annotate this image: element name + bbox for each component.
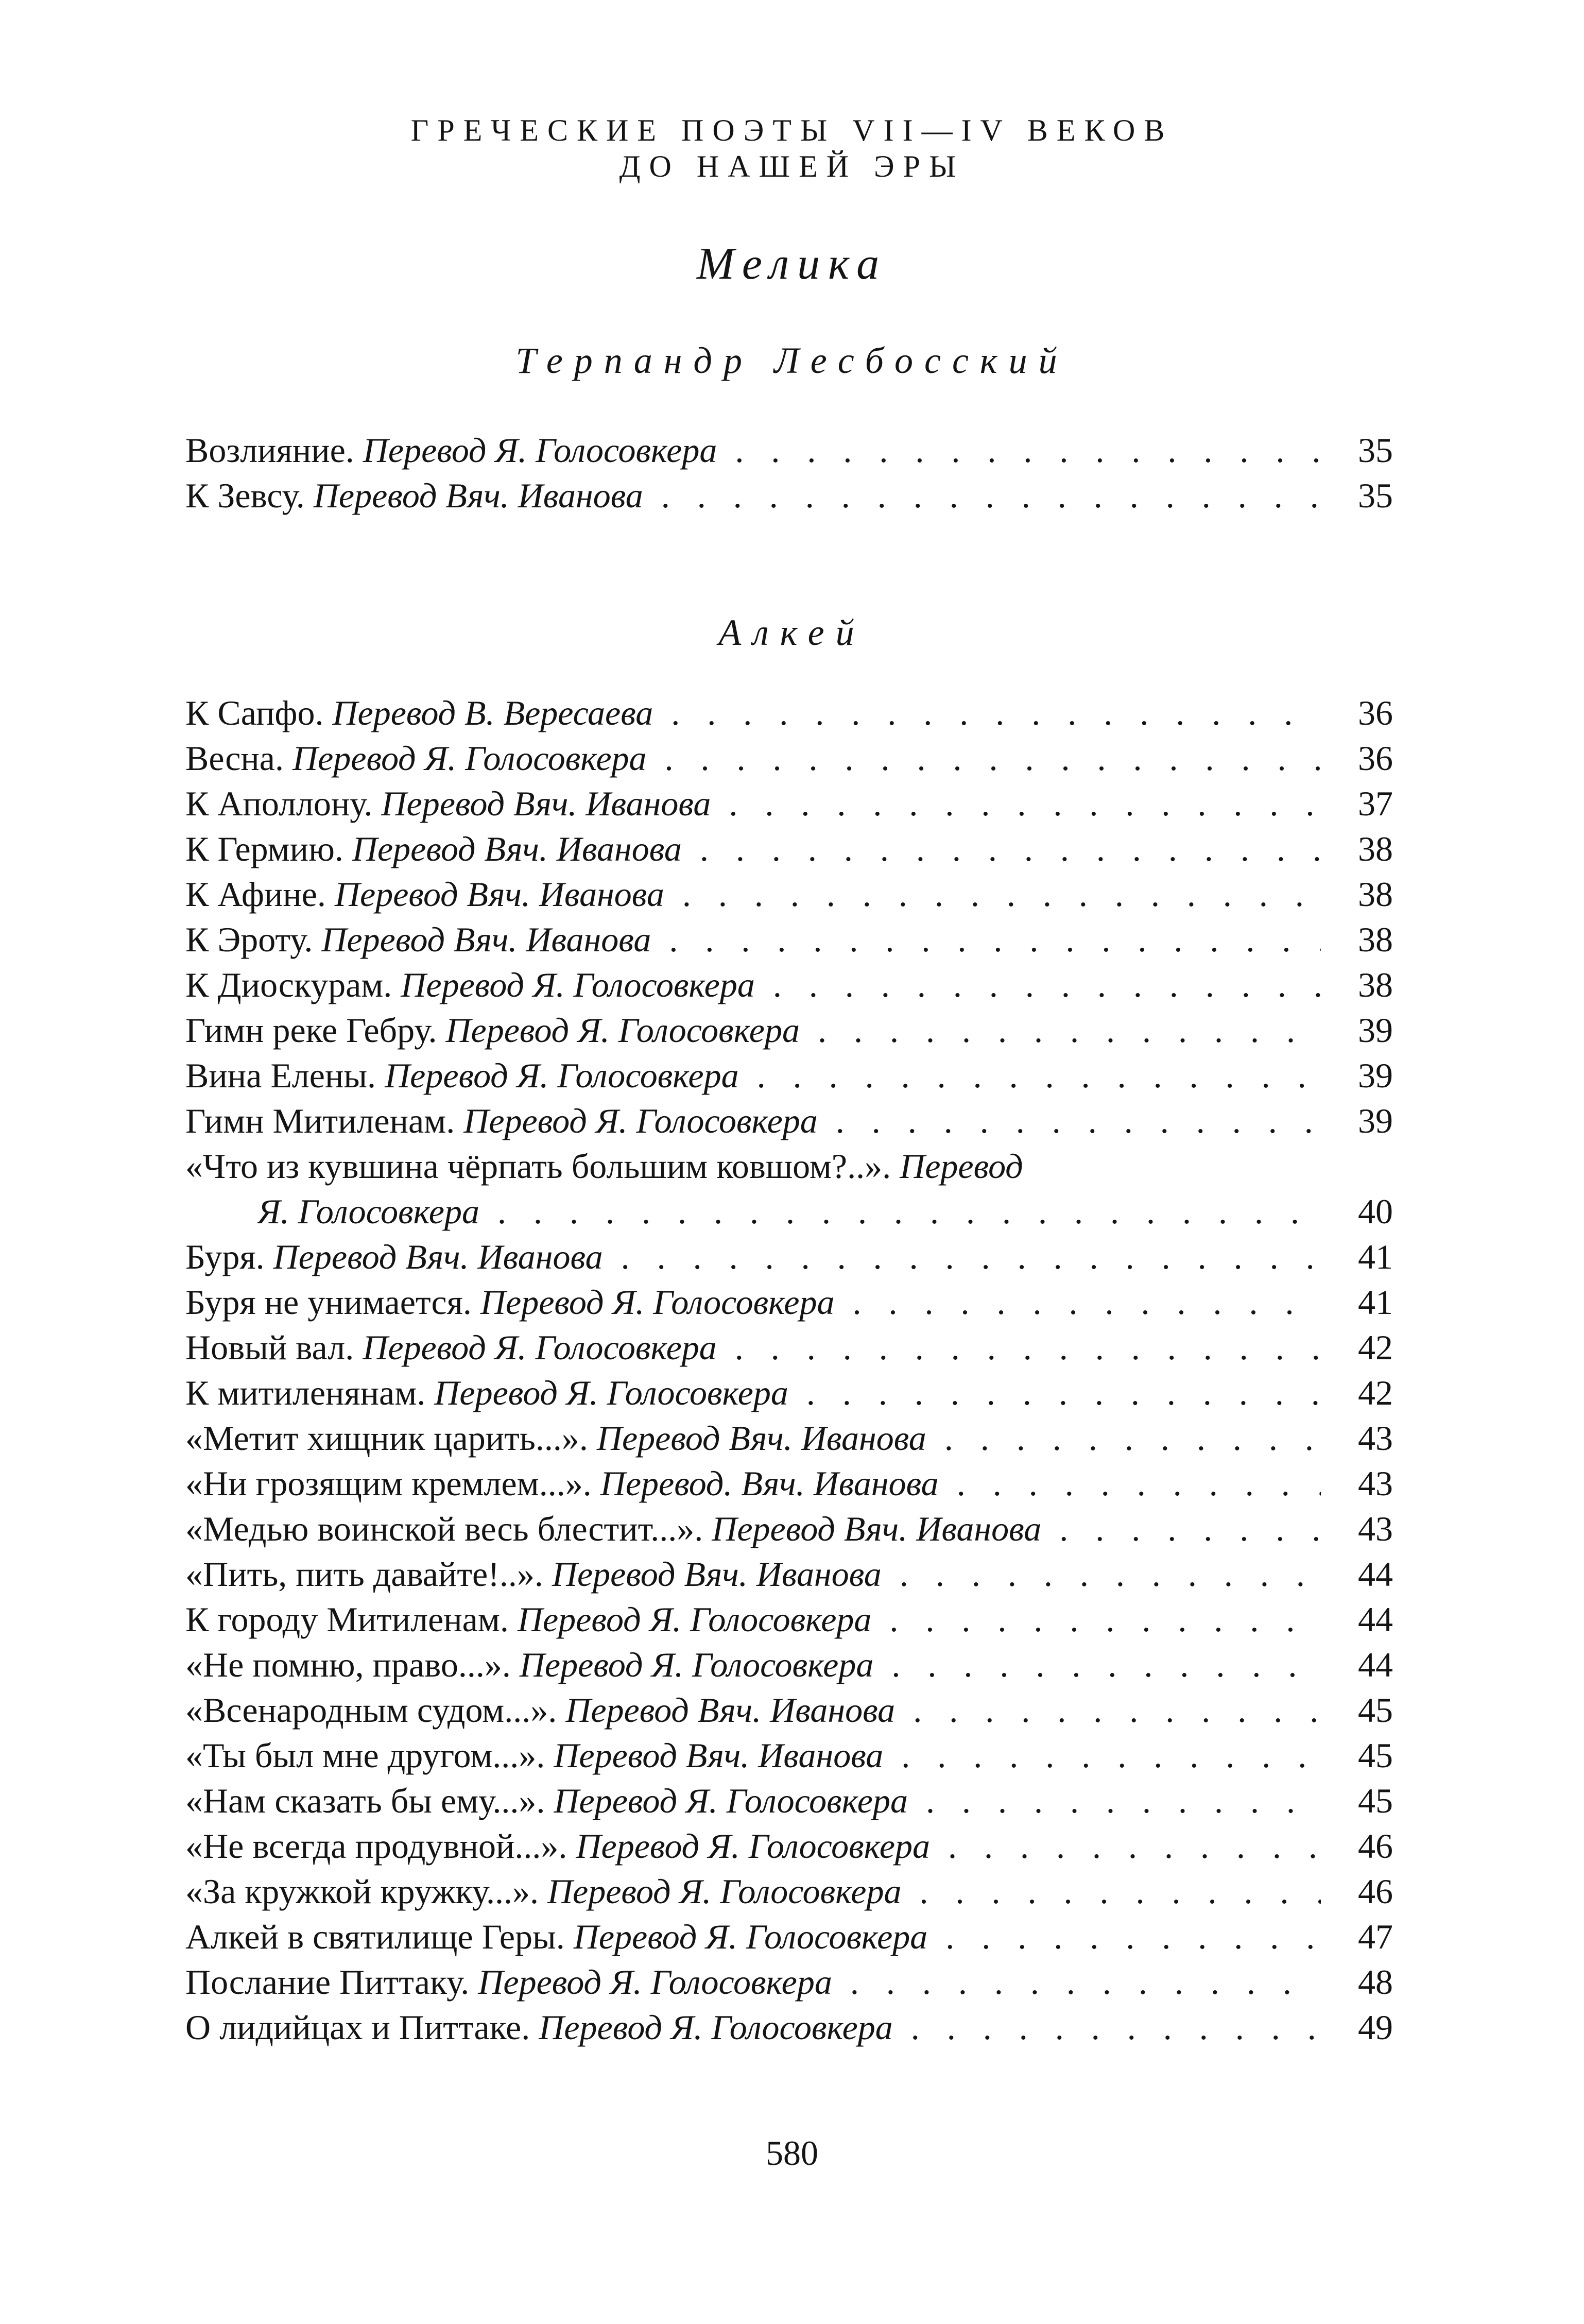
entry-translator: Перевод Я. Голосовкера	[434, 1373, 788, 1412]
entry-translator: Перевод Я. Голосовкера	[576, 1826, 930, 1866]
entry-translator: Перевод Я. Голосовкера	[519, 1645, 874, 1684]
toc-entry	[185, 1053, 1393, 1098]
toc-entry	[185, 1098, 1393, 1143]
entry-translator: Перевод Я. Голосовкера	[573, 1917, 928, 1956]
entry-page-number: 38	[1321, 826, 1393, 872]
author-heading-terpander: Терпандр Лесбосский	[515, 340, 1069, 381]
entry-title: Буря не унимается.	[185, 1283, 472, 1322]
entry-title: «Не помню, право...».	[185, 1645, 511, 1684]
entry-page-number: 45	[1321, 1687, 1393, 1733]
entry-translator: Перевод Я. Голосовкера	[385, 1056, 739, 1095]
entry-title: «Метит хищник царить...».	[185, 1419, 588, 1458]
entry-title: «За кружкой кружку...».	[185, 1872, 539, 1911]
toc-entry	[185, 1461, 1393, 1506]
entry-title: Послание Питтаку.	[185, 1962, 470, 2002]
entry-title: К Диоскурам.	[185, 965, 392, 1004]
entry-translator: Перевод Я. Голосовкера	[547, 1872, 902, 1911]
entry-page-number: 46	[1321, 1869, 1393, 1914]
entry-title: Возлияние.	[185, 431, 354, 470]
entry-page-number: 39	[1321, 1098, 1393, 1143]
entry-page-number: 38	[1321, 872, 1393, 917]
entry-page-number: 46	[1321, 1823, 1393, 1869]
entry-page-number: 43	[1321, 1506, 1393, 1551]
page-header-line-1: ГРЕЧЕСКИЕ ПОЭТЫ VII—IV ВЕКОВ	[410, 113, 1174, 147]
entry-title: «Пить, пить давайте!..».	[185, 1554, 543, 1594]
toc-entry	[185, 781, 1393, 826]
entry-title: К Аполлону.	[185, 784, 373, 823]
section-title: Мелика	[696, 239, 888, 289]
toc-entry	[185, 428, 1393, 473]
entry-title: Новый вал.	[185, 1328, 354, 1367]
entry-page-number: 44	[1321, 1642, 1393, 1687]
toc-list-alkey	[185, 690, 1393, 2050]
entry-translator: Перевод Я. Голосовкера	[292, 739, 647, 778]
entry-translator: Перевод Вяч. Иванова	[565, 1690, 896, 1730]
entry-page-number: 40	[1321, 1189, 1393, 1234]
toc-entry	[185, 1415, 1393, 1461]
toc-entry	[185, 1551, 1393, 1597]
entry-title: К Сапфо.	[185, 693, 324, 732]
entry-title: О лидийцах и Питтаке.	[185, 2008, 530, 2047]
entry-title: К Зевсу.	[185, 476, 305, 515]
entry-translator: Перевод Я. Голосовкера	[539, 2008, 893, 2047]
entry-page-number: 35	[1321, 428, 1393, 473]
toc-entry	[185, 1234, 1393, 1279]
toc-entry	[185, 826, 1393, 872]
entry-title: К Афине.	[185, 875, 326, 914]
entry-page-number: 36	[1321, 690, 1393, 736]
entry-title: К Гермию.	[185, 829, 343, 868]
entry-title: Буря.	[185, 1237, 265, 1276]
toc-entry	[185, 1506, 1393, 1551]
toc-entry	[185, 1370, 1393, 1415]
entry-translator: Перевод. Вяч. Иванова	[600, 1464, 939, 1503]
entry-translator: Перевод Я. Голосовкера	[480, 1283, 835, 1322]
entry-page-number: 43	[1321, 1415, 1393, 1461]
entry-translator: Перевод Вяч. Иванова	[712, 1509, 1042, 1548]
entry-page-number: 39	[1321, 1053, 1393, 1098]
entry-page-number: 45	[1321, 1733, 1393, 1778]
entry-page-number: 44	[1321, 1597, 1393, 1642]
entry-translator: Перевод Я. Голосовкера	[517, 1600, 872, 1639]
toc-entry	[185, 1869, 1393, 1914]
toc-entry	[185, 1007, 1393, 1053]
entry-translator: Перевод Вяч. Иванова	[554, 1736, 884, 1775]
entry-translator: Перевод Вяч. Иванова	[352, 829, 682, 868]
toc-entry-first-line	[185, 1143, 1393, 1189]
entry-translator: Перевод Вяч. Иванова	[313, 476, 643, 515]
entry-title: «Не всегда продувной...».	[185, 1826, 567, 1866]
entry-title: «Ты был мне другом...».	[185, 1736, 545, 1775]
entry-title: Гимн Митиленам.	[185, 1101, 455, 1140]
entry-page-number: 39	[1321, 1007, 1393, 1053]
toc-entry	[185, 1823, 1393, 1869]
entry-title: «Нам сказать бы ему...».	[185, 1781, 545, 1820]
entry-translator: Перевод Я. Голосовкера	[554, 1781, 908, 1820]
toc-list-terpander	[185, 428, 1393, 518]
entry-translator: Перевод В. Вересаева	[332, 693, 653, 732]
entry-title: Алкей в святилище Геры.	[185, 1917, 565, 1956]
entry-page-number: 42	[1321, 1325, 1393, 1370]
entry-page-number: 35	[1321, 473, 1393, 518]
entry-title: «Медью воинской весь блестит...».	[185, 1509, 703, 1548]
entry-title: К городу Митиленам.	[185, 1600, 509, 1639]
entry-translator: Перевод Я. Голосовкера	[445, 1011, 800, 1050]
entry-translator: Перевод Я. Голосовкера	[363, 431, 717, 470]
toc-entry	[185, 962, 1393, 1007]
toc-entry	[185, 473, 1393, 518]
entry-page-number: 48	[1321, 1959, 1393, 2005]
toc-entry	[185, 1914, 1393, 1959]
entry-translator: Перевод Я. Голосовкера	[463, 1101, 818, 1140]
entry-translator: Перевод	[900, 1147, 1023, 1186]
entry-page-number: 41	[1321, 1279, 1393, 1325]
entry-page-number: 38	[1321, 917, 1393, 962]
entry-title: Гимн реке Гебру.	[185, 1011, 437, 1050]
entry-page-number: 37	[1321, 781, 1393, 826]
entry-translator: Перевод Вяч. Иванова	[334, 875, 664, 914]
entry-title: «Ни грозящим кремлем...».	[185, 1464, 592, 1503]
entry-translator: Перевод Вяч. Иванова	[273, 1237, 603, 1276]
entry-page-number: 36	[1321, 736, 1393, 781]
entry-page-number: 38	[1321, 962, 1393, 1007]
entry-title: Вина Елены.	[185, 1056, 376, 1095]
entry-translator: Перевод Вяч. Иванова	[321, 920, 651, 959]
toc-entry	[185, 1325, 1393, 1370]
entry-title: К Эроту.	[185, 920, 313, 959]
entry-translator: Перевод Я. Голосовкера	[478, 1962, 832, 2002]
page-number: 580	[766, 2133, 818, 2173]
toc-entry	[185, 917, 1393, 962]
toc-entry	[185, 1959, 1393, 2005]
toc-entry	[185, 1778, 1393, 1823]
entry-page-number: 44	[1321, 1551, 1393, 1597]
entry-page-number: 45	[1321, 1778, 1393, 1823]
toc-entry	[185, 1279, 1393, 1325]
toc-entry	[185, 1597, 1393, 1642]
entry-translator: Перевод Вяч. Иванова	[381, 784, 711, 823]
toc-entry	[185, 1642, 1393, 1687]
toc-entry	[185, 2005, 1393, 2050]
toc-entry	[185, 736, 1393, 781]
entry-title: Весна.	[185, 739, 284, 778]
entry-title: К митиленянам.	[185, 1373, 426, 1412]
entry-page-number: 43	[1321, 1461, 1393, 1506]
entry-translator: Перевод Я. Голосовкера	[363, 1328, 717, 1367]
author-heading-alkey: Алкей	[718, 612, 866, 653]
entry-page-number: 47	[1321, 1914, 1393, 1959]
entry-title: «Что из кувшина чёрпать большим ковшом?..».	[185, 1147, 891, 1186]
entry-page-number: 41	[1321, 1234, 1393, 1279]
toc-entry-continuation	[185, 1189, 1393, 1234]
toc-entry	[185, 872, 1393, 917]
toc-entry	[185, 1687, 1393, 1733]
toc-entry	[185, 690, 1393, 736]
entry-translator: Перевод Я. Голосовкера	[401, 965, 755, 1004]
entry-page-number: 49	[1321, 2005, 1393, 2050]
entry-title: «Всенародным судом...».	[185, 1690, 557, 1730]
entry-page-number: 42	[1321, 1370, 1393, 1415]
entry-translator: Перевод Вяч. Иванова	[596, 1419, 926, 1458]
entry-translator: Перевод Вяч. Иванова	[552, 1554, 882, 1594]
toc-entry	[185, 1733, 1393, 1778]
entry-translator-continued: Я. Голосовкера	[257, 1192, 479, 1231]
page-header-line-2: ДО НАШЕЙ ЭРЫ	[619, 149, 965, 183]
